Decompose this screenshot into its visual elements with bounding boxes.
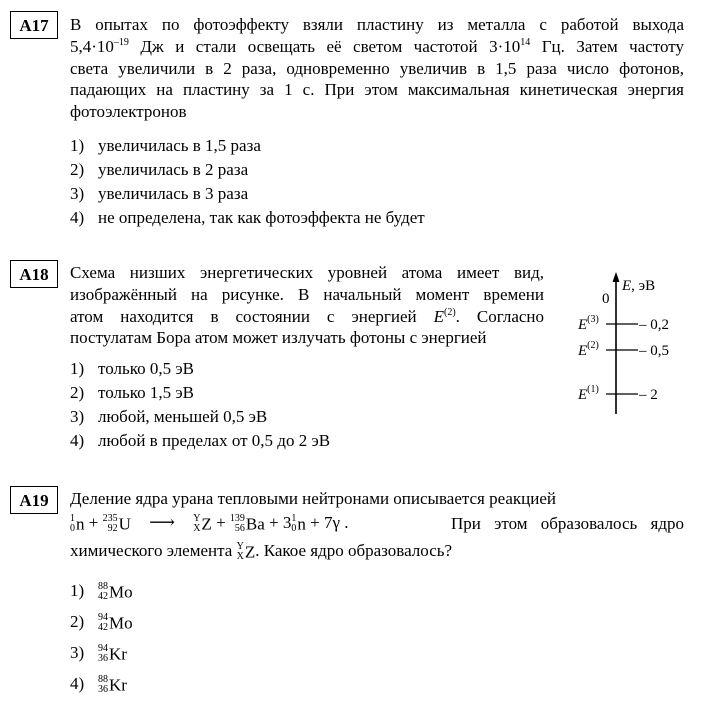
energy-level-diagram: [560, 268, 700, 418]
question-number: A19: [10, 486, 58, 514]
axis-label: E, эВ: [622, 278, 656, 294]
question-text: [70, 14, 684, 123]
text-line: В опытах по фотоэффекту взяли пластину из металла с работой выхода: [70, 15, 684, 34]
text-line: $5,4\cdot 10^{-19}$ Дж и стали освещать её светом частотой $3\cdot 10^{14}$ Гц. Затем частоту: [70, 36, 684, 56]
question-text: [70, 488, 684, 564]
level-1-label: $E^{(1)}$: [578, 384, 599, 403]
answer-option-1[interactable]: 1) увеличилась в 1,5 раза: [70, 136, 261, 155]
answer-option-1[interactable]: 1) только 0,5 эВ: [70, 359, 194, 378]
level-2-label: $E^{(2)}$: [578, 340, 599, 359]
answer-option-4[interactable]: 4) любой в пределах от 0,5 до 2 эВ: [70, 431, 331, 450]
answer-option-2[interactable]: 2) только 1,5 эВ: [70, 383, 194, 402]
answer-option-3[interactable]: 3) увеличилась в 3 раза: [70, 184, 249, 203]
text-fragment: При этом образовалось ядро: [450, 514, 684, 533]
level-3-label: $E^{(3)}$: [578, 314, 599, 333]
answer-option-3[interactable]: 3) любой, меньшей 0,5 эВ: [70, 407, 268, 426]
frequency-value: $3\cdot 10^{14}$: [489, 36, 531, 56]
state-energy: $E^{(2)}$: [433, 306, 456, 326]
question-number: A18: [10, 260, 58, 288]
reaction-arrow: ⟶: [149, 512, 175, 532]
level-1-value: – 2: [639, 387, 658, 403]
text-line: Схема низших энергетических уровней атома имеет вид,: [70, 263, 544, 282]
work-function-value: $5,4\cdot 10^{-19}$: [70, 36, 129, 56]
level-3-value: – 0,2: [639, 317, 669, 333]
reaction-equation: 1 0 n + 235 92 U ⟶ Y X Z + 139 56 Ba + 3 1 0 n + 7γ .: [70, 512, 349, 535]
answer-option-3[interactable]: 3) 94 36 Kr: [70, 643, 127, 665]
answer-option-2[interactable]: 2) 94 42 Mo: [70, 612, 133, 634]
question-text: [70, 262, 544, 349]
text-line: Деление ядра урана тепловыми нейтронами описывается реакцией: [70, 489, 557, 508]
text-line: фотоэлектронов: [70, 102, 187, 122]
answer-option-4[interactable]: 4) 88 36 Kr: [70, 674, 127, 696]
question-number: A17: [10, 11, 58, 39]
answer-option-2[interactable]: 2) увеличилась в 2 раза: [70, 160, 249, 179]
text-line: изображённый на рисунке. В начальный момент времени: [70, 284, 544, 304]
text-line: падающих на пластину за 1 с. При этом максимальная кинетическая энергия: [70, 80, 684, 100]
zero-label: 0: [602, 291, 610, 307]
text-line: света увеличили в 2 раза, одновременно увеличив в 1,5 раза число фотонов,: [70, 58, 684, 78]
level-2-value: – 0,5: [639, 343, 669, 359]
answer-option-4[interactable]: 4) не определена, так как фотоэффекта не будет: [70, 208, 425, 227]
text-line: постулатам Бора атом может излучать фотоны с энергией: [70, 328, 487, 348]
text-line: атом находится в состоянии с энергией $E^{(2)}$. Согласно: [70, 306, 545, 326]
text-line: химического элемента Y X Z. Какое ядро образовалось?: [70, 541, 453, 563]
answer-option-1[interactable]: 1) 88 42 Mo: [70, 581, 133, 603]
axis-arrow-icon: [613, 272, 620, 282]
reaction-line: [70, 510, 684, 538]
